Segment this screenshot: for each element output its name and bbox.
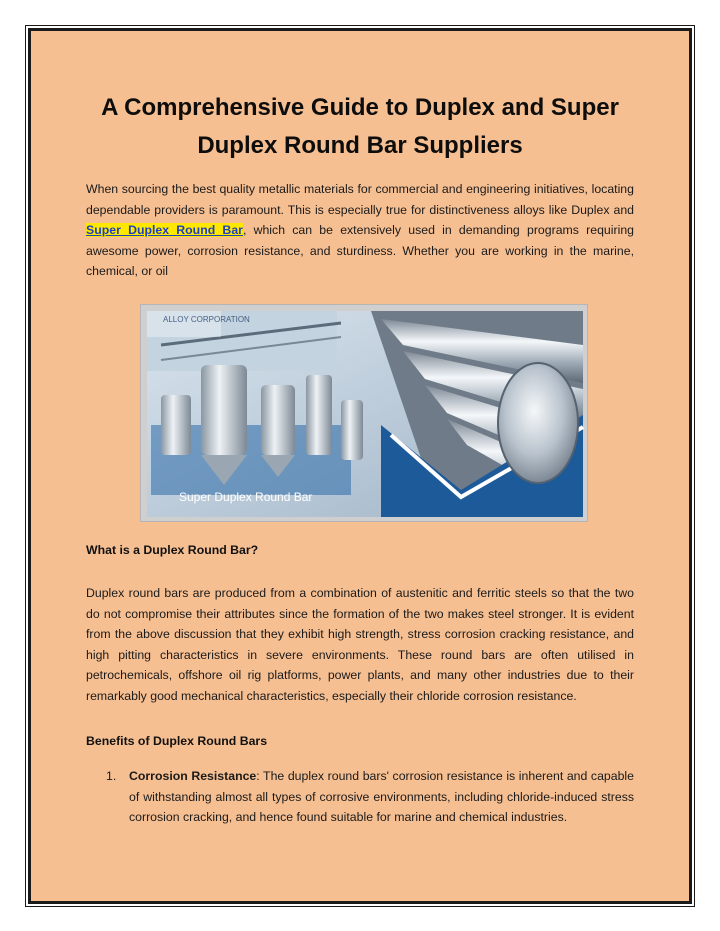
list-item-term: Corrosion Resistance [129,769,257,783]
document-title: A Comprehensive Guide to Duplex and Super Duplex Round Bar Suppliers [101,94,619,159]
list-item-number: 1. [106,769,117,783]
document-page [28,28,692,904]
section-paragraph-what-is: Duplex round bars are produced from a combination of austenitic and ferritic steels so that the two do not compromise their attributes since the formation of the two makes steel stronger. It is evident from the above discussion that they exhibit high strength, stress corrosion cracking resistance, and high pitting characteristics in severe environments. These round bars are often utilised in petrochemicals, offshore oil rig platforms, power plants, and many other industries due to their remarkably good mechanical characteristics, especially their chloride corrosion resistance. [86,586,634,703]
logo-text: ALLOY CORPORATION [163,315,250,324]
list-item-description: : The duplex round bars' corrosion resistance is inherent and capable of withstanding almost all types of corrosive environments, including chloride-induced stress corrosion cracking, and hence found suitable for marine and chemical industries. [129,769,634,824]
super-duplex-round-bar-link[interactable]: Super Duplex Round Bar [86,223,243,237]
image-caption: Super Duplex Round Bar [179,490,313,504]
round-bar-end [498,363,578,483]
section-heading-what-is: What is a Duplex Round Bar? [86,543,259,557]
intro-paragraph [86,179,634,282]
product-image [140,304,588,522]
list-item-text [129,766,634,828]
section-heading-benefits: Benefits of Duplex Round Bars [86,734,268,748]
intro-text-end: , which can be extensively used in demanding programs requiring awesome power, corrosion resistance, and sturdiness. Whether you are working in the marine, chemical, or oil [86,223,635,278]
intro-text-start: When sourcing the best quality metallic materials for commercial and engineering initiatives, locating dependable providers is paramount. This is especially true for distinctiveness alloys like Duplex and [86,182,634,217]
industrial-plant-image [141,305,588,522]
